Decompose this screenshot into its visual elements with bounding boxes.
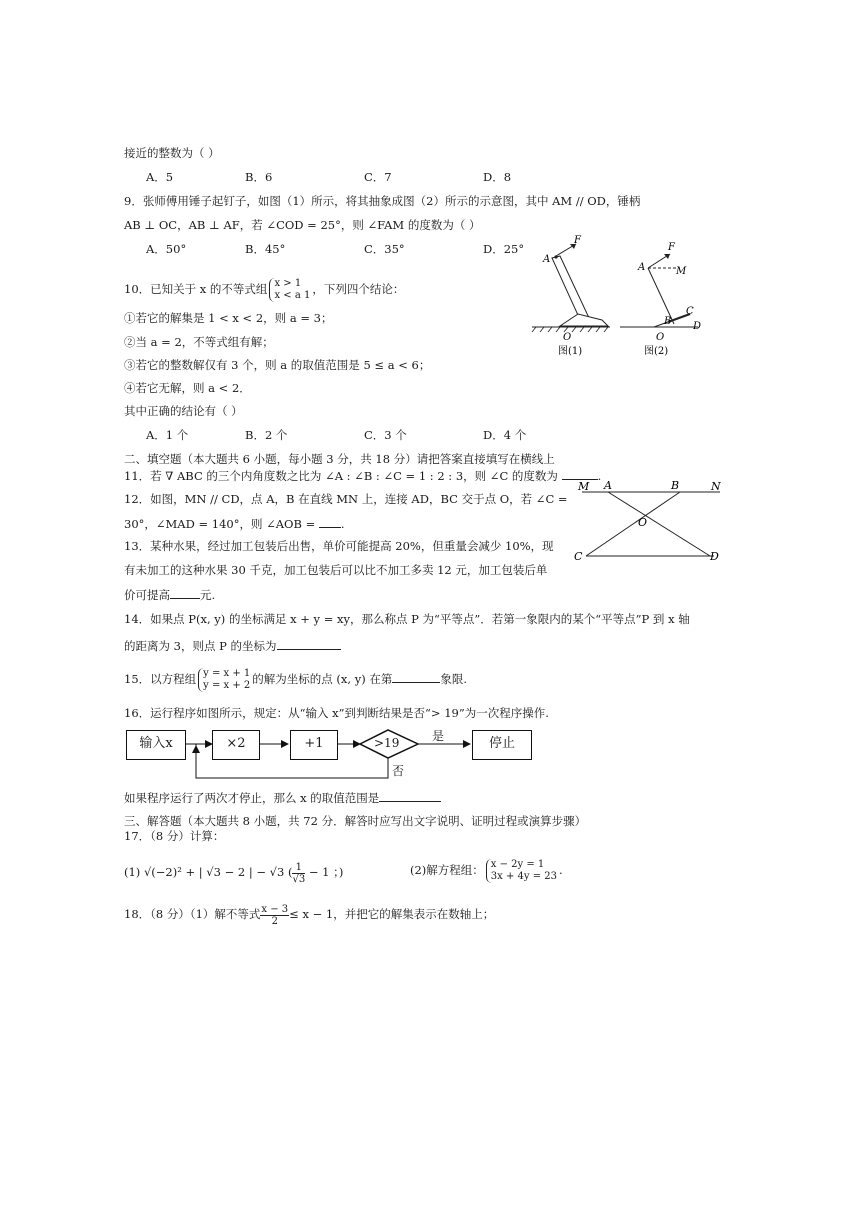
flow-plus1-box: +1 — [290, 730, 338, 760]
q9-option-d: D．25° — [483, 242, 525, 256]
q18-fraction — [260, 904, 289, 927]
q13-answer-blank[interactable] — [170, 586, 200, 599]
q8-option-b: B．6 — [245, 170, 273, 184]
q17-sys-bottom: 3x + 4y = 23 — [490, 871, 558, 882]
q8-option-a: A．5 — [146, 170, 174, 184]
q12-line2: 30°，∠MAD = 140°，则 ∠AOB = . — [124, 517, 345, 531]
q13-line3-suffix: 元. — [200, 588, 216, 602]
q17-fraction-numerator: 1 — [292, 862, 305, 874]
q12-line1: 12．如图，MN // CD，点 A，B 在直线 MN 上，连接 AD，BC 交于点 O，若 ∠C = — [124, 492, 568, 506]
q15-middle: 的解为坐标的点 (x, y) 在第 — [252, 672, 393, 686]
q10-stem — [124, 274, 404, 304]
flow-yes-label: 是 — [432, 729, 445, 743]
q10-conclusion-3: ③若它的整数解仅有 3 个，则 a 的取值范围是 5 ≤ a < 6； — [124, 358, 431, 372]
q11-text: 11．若 ∇ ABC 的三个内角度数之比为 ∠A : ∠B : ∠C = 1 : 2 : 3，则 ∠C 的度数为 — [124, 469, 558, 483]
q10-ask: 其中正确的结论有（ ） — [124, 404, 243, 418]
fig12-label-m: M — [578, 480, 590, 493]
q15-prefix: 15．以方程组 — [124, 672, 197, 686]
fig12-label-a: A — [604, 479, 612, 492]
q18 — [124, 899, 494, 929]
q16-line2-text: 如果程序运行了两次才停止，那么 x 的取值范围是 — [124, 791, 380, 805]
q9-option-a: A．50° — [146, 242, 187, 256]
q12-figure — [574, 478, 724, 568]
fig2-label-m: M — [676, 266, 687, 277]
fig12-label-d: D — [710, 550, 719, 563]
q17-fraction-denominator: √3 — [292, 873, 306, 885]
q8-option-c: C．7 — [364, 170, 392, 184]
fig2-label-o: O — [656, 332, 665, 343]
q9-line1: 9．张师傅用锤子起钉子，如图（1）所示，将其抽象成图（2）所示的示意图，其中 AM // OD，锤柄 — [124, 194, 641, 208]
fig12-label-o: O — [638, 516, 648, 529]
q13-line1: 13．某种水果，经过加工包装后出售，单价可能提高 20%，但重量会减少 10%，现 — [124, 539, 554, 553]
q10-conclusion-2: ②当 a = 2，不等式组有解； — [124, 335, 274, 349]
q16-line2 — [124, 789, 441, 806]
flow-times2-box: ×2 — [212, 730, 260, 760]
fig2-label-f: F — [668, 242, 675, 253]
fig2-caption: 图(2) — [644, 346, 669, 357]
q17-part1: (1) √(−2)² + | √3 − 2 | − √3 ( $\frac{1}{√3}$ − 1 ；) — [124, 861, 344, 885]
q17-part2-suffix: . — [559, 863, 563, 877]
q8-option-d: D．8 — [483, 170, 512, 184]
fig2-label-b: B — [664, 316, 672, 327]
q16-line1: 16．运行程序如图所示，规定：从“输入 x”到判断结果是否“> 19”为一次程序操作. — [124, 706, 549, 720]
q10-sys-bottom: x < a 1 — [274, 290, 311, 301]
q14-answer-blank[interactable] — [277, 637, 341, 650]
q11: 11．若 ∇ ABC 的三个内角度数之比为 ∠A : ∠B : ∠C = 1 : 2 : 3，则 ∠C 的度数为 . — [124, 469, 602, 483]
fig1-label-f: F — [574, 235, 581, 246]
q10-stem-prefix: 10．已知关于 x 的不等式组 — [124, 282, 268, 296]
flow-check-label: >19 — [374, 736, 400, 750]
q10-option-a: A．1 个 — [146, 428, 189, 442]
flow-stop-box: 停止 — [472, 730, 532, 760]
q17-part2-prefix: (2)解方程组： — [410, 863, 484, 877]
q10-inequality-system — [269, 278, 310, 302]
q9-line2: AB ⊥ OC，AB ⊥ AF，若 ∠COD = 25°，则 ∠FAM 的度数为（ ） — [124, 218, 481, 232]
q12-answer-blank[interactable] — [319, 515, 341, 528]
q10-option-c: C．3 个 — [364, 428, 407, 442]
fig12-label-b: B — [671, 479, 680, 492]
q17-head: 17．（8 分）计算： — [124, 829, 225, 843]
q18-prefix: 18．（8 分）（1）解不等式 — [124, 907, 261, 921]
q17-equation-system — [486, 859, 557, 883]
q16-answer-blank[interactable] — [379, 789, 441, 802]
q15-sys-top: y = x + 1 — [203, 668, 251, 679]
section-3-heading: 三、解答题（本大题共 8 小题，共 72 分．解答时应写出文字说明、证明过程或演算步骤） — [124, 814, 587, 828]
q10-option-d: D．4 个 — [483, 428, 527, 442]
q9-option-c: C．35° — [364, 242, 405, 256]
fig1-caption: 图(1) — [558, 346, 583, 357]
q17-part1-suffix: − 1 ； — [308, 865, 339, 879]
q18-fraction-denominator: 2 — [271, 915, 278, 927]
q10-option-b: B．2 个 — [245, 428, 288, 442]
q17-part1-prefix: (1) √(−2)² + | √3 − 2 | − √3 — [124, 865, 285, 879]
fig2-label-a: A — [638, 262, 646, 273]
q10-conclusion-4: ④若它无解，则 a < 2． — [124, 381, 251, 395]
fig2-label-d: D — [693, 321, 702, 332]
q14-line2-text: 的距离为 3，则点 P 的坐标为 — [124, 639, 277, 653]
q8-stem: 接近的整数为（ ） — [124, 146, 220, 160]
q10-stem-suffix: ，下列四个结论： — [312, 282, 405, 296]
section-2-heading: 二、填空题（本大题共 6 小题，每小题 3 分，共 18 分）请把答案直接填写在横线上 — [124, 452, 555, 466]
flow-input-box: 输入x — [126, 730, 186, 760]
q18-suffix: ≤ x − 1，并把它的解集表示在数轴上； — [289, 907, 495, 921]
q13-line2: 有未加工的这种水果 30 千克，加工包装后可以比不加工多卖 12 元，加工包装后单 — [124, 563, 548, 577]
fig1-label-o: O — [563, 332, 572, 343]
q17-fraction — [292, 862, 305, 885]
q17-sys-top: x − 2y = 1 — [490, 859, 545, 870]
q12-line2-text: 30°，∠MAD = 140°，则 ∠AOB = — [124, 517, 316, 531]
q13-line3 — [124, 586, 215, 603]
q10-conclusion-1: ①若它的解集是 1 < x < 2，则 a = 3； — [124, 311, 333, 325]
q15 — [124, 664, 467, 694]
q14-line1: 14．如果点 P(x, y) 的坐标满足 x + y = xy，那么称点 P 为“平等点”．若第一象限内的某个“平等点”P 到 x 轴 — [124, 612, 690, 626]
q13-line3-prefix: 价可提高 — [124, 588, 170, 602]
fig12-label-c: C — [574, 550, 583, 563]
hammer-figures — [528, 232, 718, 362]
fig12-label-n: N — [711, 480, 721, 493]
q10-sys-top: x > 1 — [274, 278, 302, 289]
q17-part2 — [410, 855, 563, 885]
q9-option-b: B．45° — [245, 242, 286, 256]
q18-fraction-numerator: x − 3 — [261, 903, 289, 915]
fig1-label-a: A — [543, 254, 551, 265]
q14-line2 — [124, 637, 341, 654]
q15-equation-system — [198, 668, 250, 692]
q15-answer-blank[interactable] — [392, 670, 440, 683]
flow-no-label: 否 — [392, 764, 405, 778]
q15-suffix: 象限. — [440, 672, 467, 686]
q15-sys-bottom: y = x + 2 — [203, 680, 251, 691]
fig2-label-c: C — [686, 306, 694, 317]
